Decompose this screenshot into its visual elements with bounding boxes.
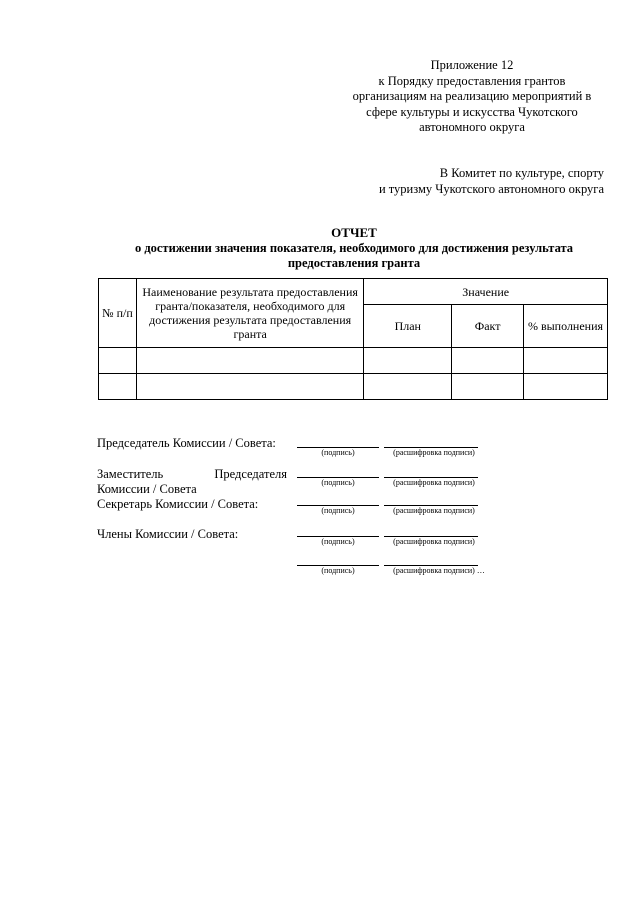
caption-signature: (подпись)	[321, 566, 355, 575]
deputy-label-line1	[97, 467, 287, 481]
table-cell[interactable]	[524, 348, 608, 374]
table-cell[interactable]	[364, 348, 452, 374]
header-percent: % выполнения	[524, 305, 608, 348]
appendix-line: организациям на реализацию мероприятий в	[352, 89, 592, 103]
header-value: Значение	[364, 279, 608, 305]
appendix-line: автономного округа	[419, 120, 525, 134]
table-cell[interactable]	[99, 374, 137, 400]
table-cell[interactable]	[136, 374, 363, 400]
caption-signature: (подпись)	[321, 506, 355, 515]
table-cell[interactable]	[99, 348, 137, 374]
table-row	[99, 374, 608, 400]
table-row	[99, 348, 608, 374]
caption-decode-more: (расшифровка подписи) …	[393, 566, 485, 575]
table-cell[interactable]	[364, 374, 452, 400]
header-plan: План	[364, 305, 452, 348]
addressee-line: В Комитет по культуре, спорту	[439, 166, 604, 180]
appendix-line: Приложение 12	[430, 58, 514, 72]
title-main: ОТЧЕТ	[331, 225, 377, 240]
addressee-line: и туризму Чукотского автономного округа	[378, 181, 604, 196]
caption-decode: (расшифровка подписи)	[393, 537, 475, 546]
appendix-line: сфере культуры и искусства Чукотского	[366, 104, 578, 119]
header-name: Наименование результата предоставления гранта/показателя, необходимого для достижения результата предоставления гранта	[136, 279, 363, 348]
members-label: Члены Комиссии / Совета:	[97, 527, 239, 541]
table-cell[interactable]	[452, 374, 524, 400]
deputy-word: Председателя	[214, 467, 287, 481]
secretary-label: Секретарь Комиссии / Совета:	[97, 497, 259, 511]
caption-decode: (расшифровка подписи)	[393, 506, 475, 515]
appendix-header	[340, 58, 604, 136]
report-table	[98, 278, 608, 400]
table-cell[interactable]	[524, 374, 608, 400]
table-cell[interactable]	[136, 348, 363, 374]
addressee	[340, 166, 604, 197]
document-title	[98, 225, 610, 271]
caption-decode: (расшифровка подписи)	[393, 478, 475, 487]
header-num: № п/п	[99, 279, 137, 348]
caption-signature: (подпись)	[321, 537, 355, 546]
chairman-label: Председатель Комиссии / Совета:	[97, 436, 276, 450]
table-cell[interactable]	[452, 348, 524, 374]
deputy-word: Заместитель	[97, 467, 164, 481]
deputy-label-line2: Комиссии / Совета	[97, 482, 197, 496]
title-sub: о достижении значения показателя, необходимого для достижения результата предоставления гранта	[134, 241, 574, 270]
caption-signature: (подпись)	[321, 478, 355, 487]
appendix-line: к Порядку предоставления грантов	[378, 73, 566, 88]
caption-decode: (расшифровка подписи)	[393, 448, 475, 457]
caption-signature: (подпись)	[321, 448, 355, 457]
header-fact: Факт	[452, 305, 524, 348]
